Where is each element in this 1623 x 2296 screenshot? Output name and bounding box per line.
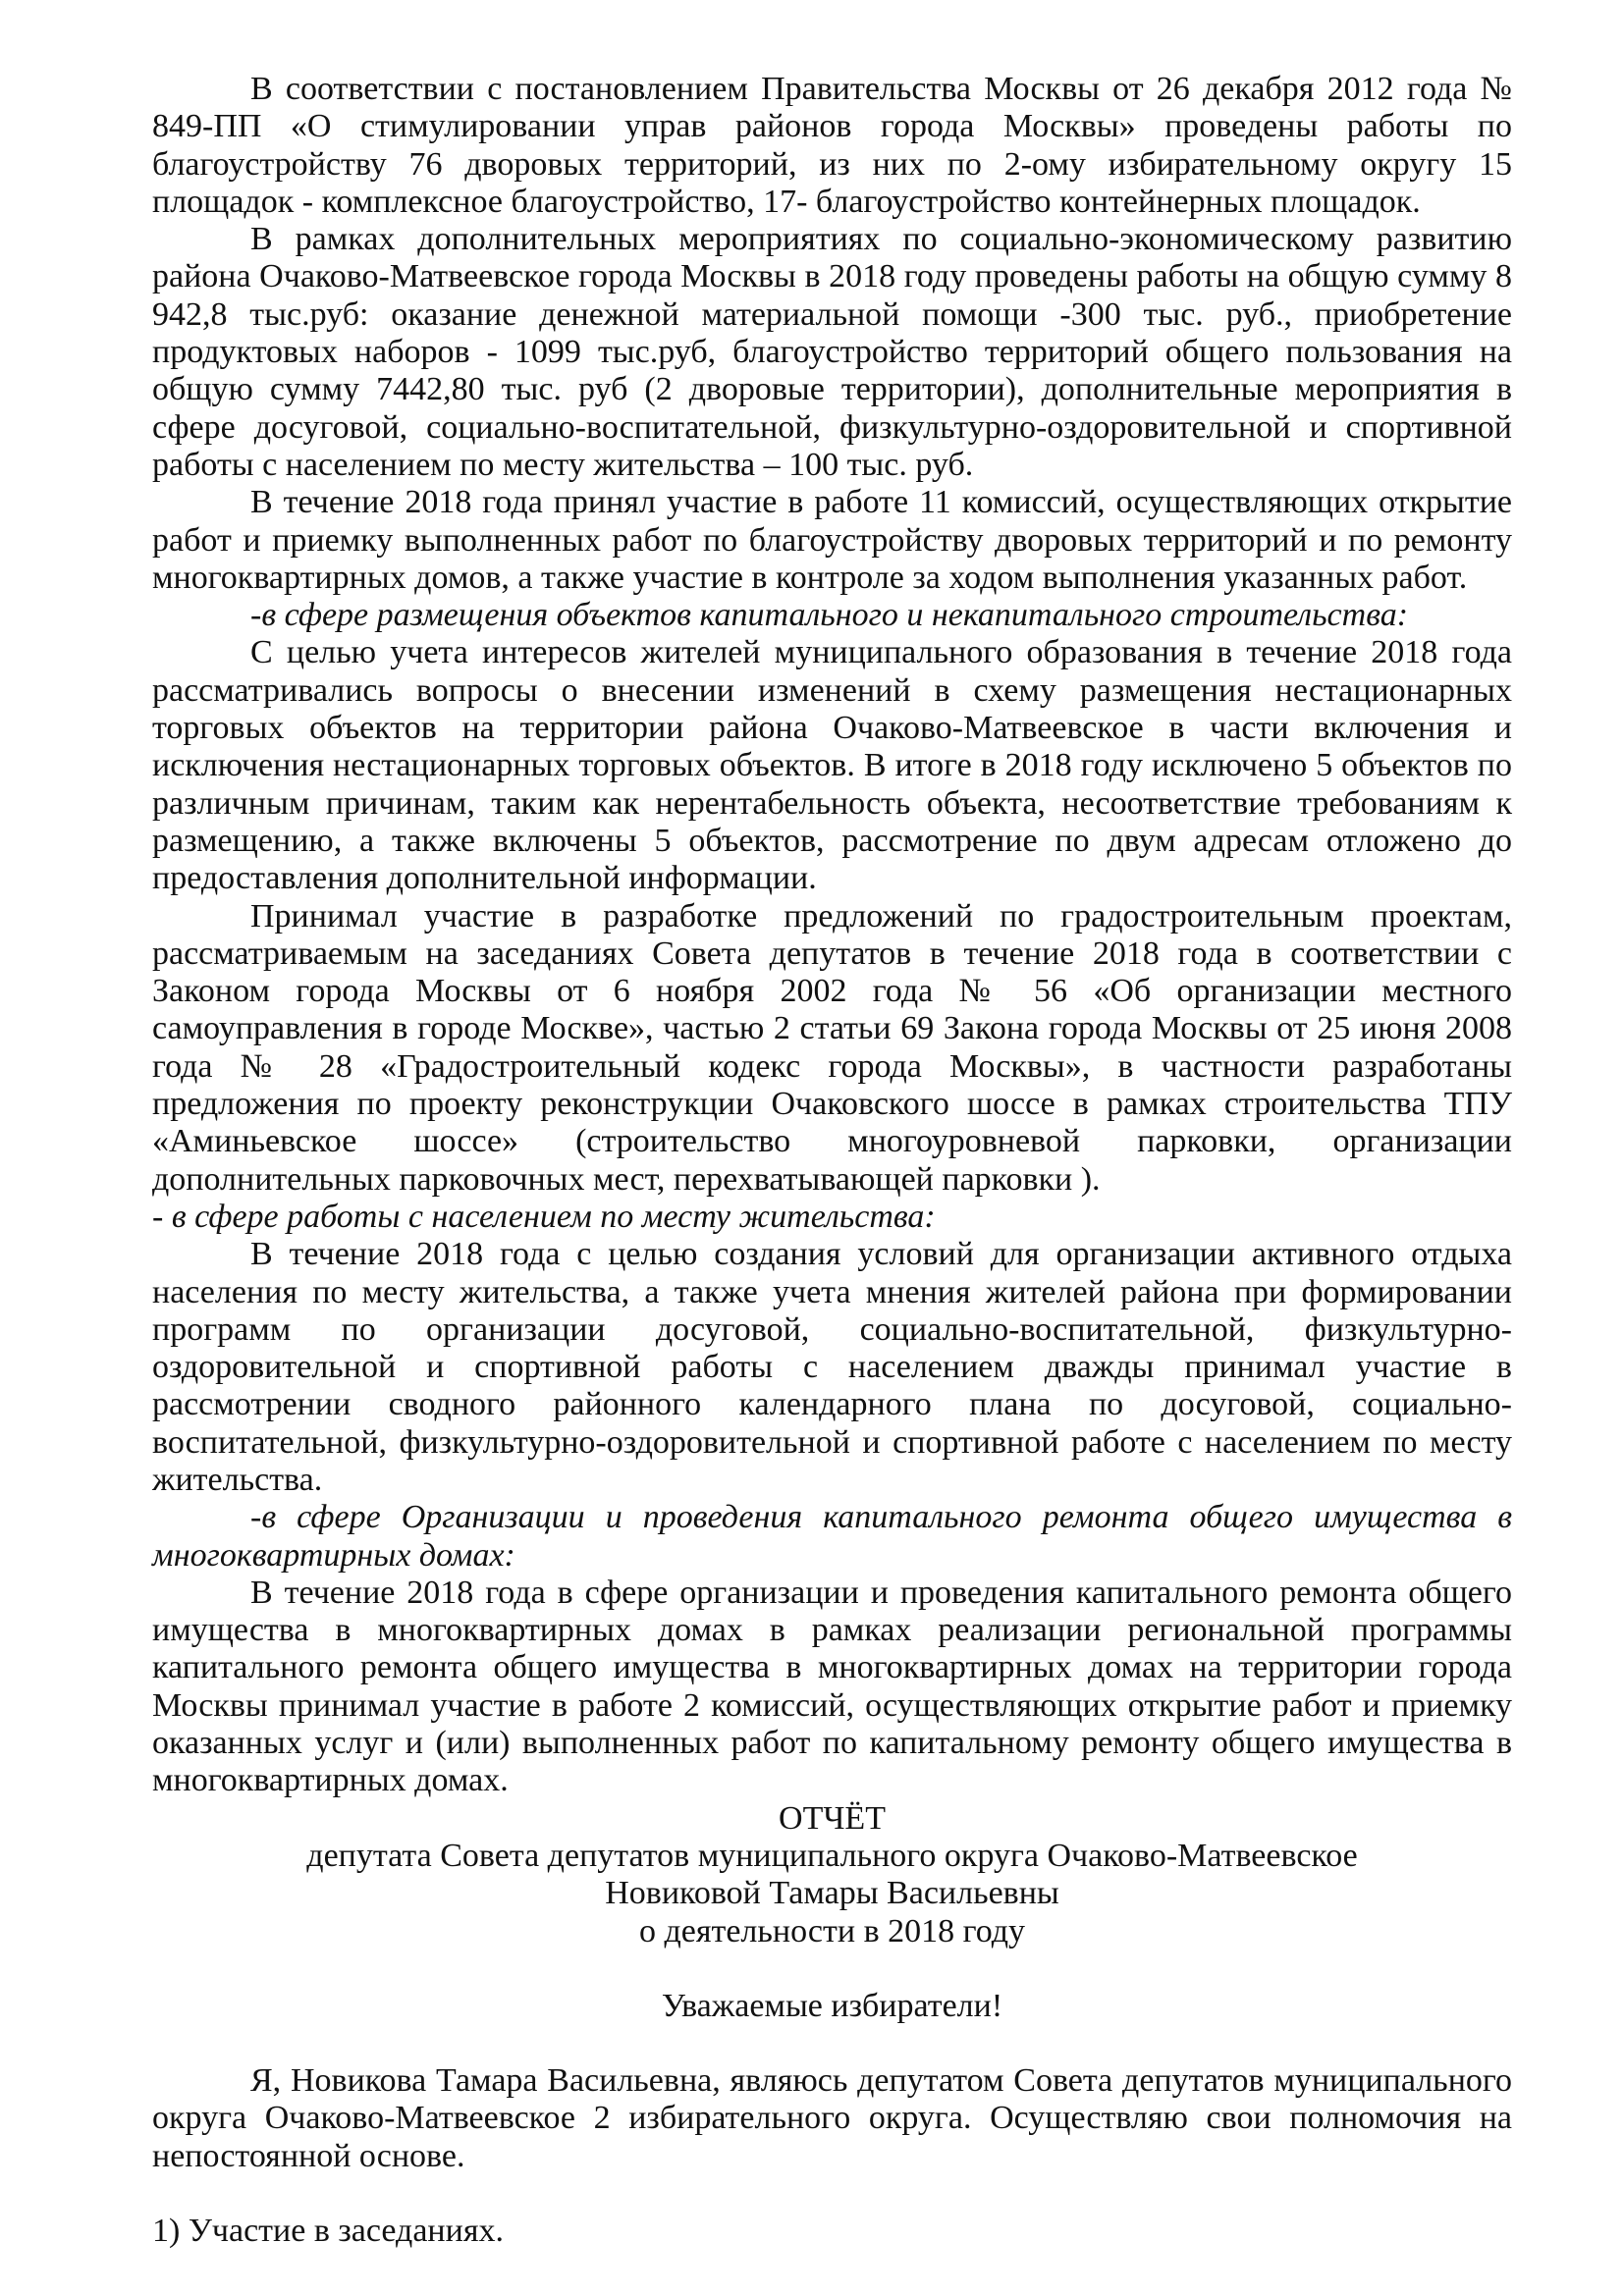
paragraph-capital-repair: В течение 2018 года в сфере организации и проведения капитального ремонта общего имущества в многоквартирных домах в рамках реализации региональной программы капитального ремонта общего имущества в многоквартирных домах на территории города Москвы принимал участие в работе 2 комиссий, осуществляющих открытие работ и приемку оказанных услуг и (или) выполненных работ по капитальному ремонту общего имущества в многоквартирных домах. [152, 1574, 1512, 1799]
intro-paragraph: Я, Новикова Тамара Васильевна, являюсь депутатом Совета депутатов муниципального округа Очаково-Матвеевское 2 избирательного округа. Осуществляю свои полномочия на непостоянной основе. [152, 2062, 1512, 2174]
spacer [152, 2025, 1512, 2062]
paragraph-trade-objects: С целью учета интересов жителей муниципального образования в течение 2018 года рассматривались вопросы о внесении изменений в схему размещения нестационарных торговых объектов на территории района Очаково-Матвеевское в части включения и исключения нестационарных торговых объектов. В итоге в 2018 году исключено 5 объектов по различным причинам, таким как нерентабельность объекта, несоответствие требованиям к размещению, а также включены 5 объектов, рассмотрение по двум адресам отложено до предоставления дополнительной информации. [152, 634, 1512, 897]
report-subtitle-line3: о деятельности в 2018 году [638, 1912, 1026, 1949]
spacer [152, 2175, 1512, 2213]
report-title: ОТЧЁТ [779, 1799, 886, 1837]
greeting: Уважаемые избиратели! [661, 1987, 1003, 2024]
paragraph-commissions: В течение 2018 года принял участие в работе 11 комиссий, осуществляющих открытие работ и приемку выполненных работ по благоустройству дворовых территорий и по ремонту многоквартирных домов, а также участие в контроле за ходом выполнения указанных работ. [152, 484, 1512, 596]
section-heading-capital-repair: -в сфере Организации и проведения капитального ремонта общего имущества в многоквартирных домах: [152, 1499, 1512, 1574]
report-subtitle-line1: депутата Совета депутатов муниципального округа Очаково-Матвеевское [306, 1837, 1358, 1874]
spacer [152, 1950, 1512, 1988]
list-item-meetings: 1) Участие в заседаниях. [152, 2213, 504, 2250]
section-heading-residents: - в сфере работы с населением по месту жительства: [152, 1198, 936, 1235]
paragraph-additional-measures: В рамках дополнительных мероприятиях по социально-экономическому развитию района Очаково-Матвеевское города Москвы в 2018 году проведены работы на общую сумму 8 942,8 тыс.руб: оказание денежной материальной помощи -300 тыс. руб., приобретение продуктовых наборов - 1099 тыс.руб, благоустройство территорий общего пользования на общую сумму 7442,80 тыс. руб (2 дворовые территории), дополнительные мероприятия в сфере досуговой, социально-воспитательной, физкультурно-оздоровительной и спортивной работы с населением по месту жительства – 100 тыс. руб. [152, 221, 1512, 483]
section-heading-construction: -в сфере размещения объектов капитального и некапитального строительства: [250, 597, 1409, 634]
document-page [152, 71, 1512, 2250]
paragraph-improvement: В соответствии с постановлением Правительства Москвы от 26 декабря 2012 года № 849-ПП «О стимулировании управ районов города Москвы» проведены работы по благоустройству 76 дворовых территорий, из них по 2-ому избирательному округу 15 площадок - комплексное благоустройство, 17- благоустройство контейнерных площадок. [152, 71, 1512, 220]
paragraph-leisure: В течение 2018 года с целью создания условий для организации активного отдыха населения по месту жительства, а также учета мнения жителей района при формировании программ по организации досуговой, социально-воспитательной, физкультурно-оздоровительной и спортивной работы с населением дважды принимал участие в рассмотрении сводного районного календарного плана по досуговой, социально-воспитательной, физкультурно-оздоровительной и спортивной работе с населением по месту жительства. [152, 1236, 1512, 1498]
paragraph-urban-planning: Принимал участие в разработке предложений по градостроительным проектам, рассматриваемым на заседаниях Совета депутатов в течение 2018 года в соответствии с Законом города Москвы от 6 ноября 2002 года № 56 «Об организации местного самоуправления в городе Москве», частью 2 статьи 69 Закона города Москвы от 25 июня 2008 года № 28 «Градостроительный кодекс города Москвы», в частности разработаны предложения по проекту реконструкции Очаковского шоссе в рамках строительства ТПУ «Аминьевское шоссе» (строительство многоуровневой парковки, организации дополнительных парковочных мест, перехватывающей парковки ). [152, 897, 1512, 1198]
report-subtitle-line2: Новиковой Тамары Васильевны [605, 1875, 1059, 1912]
